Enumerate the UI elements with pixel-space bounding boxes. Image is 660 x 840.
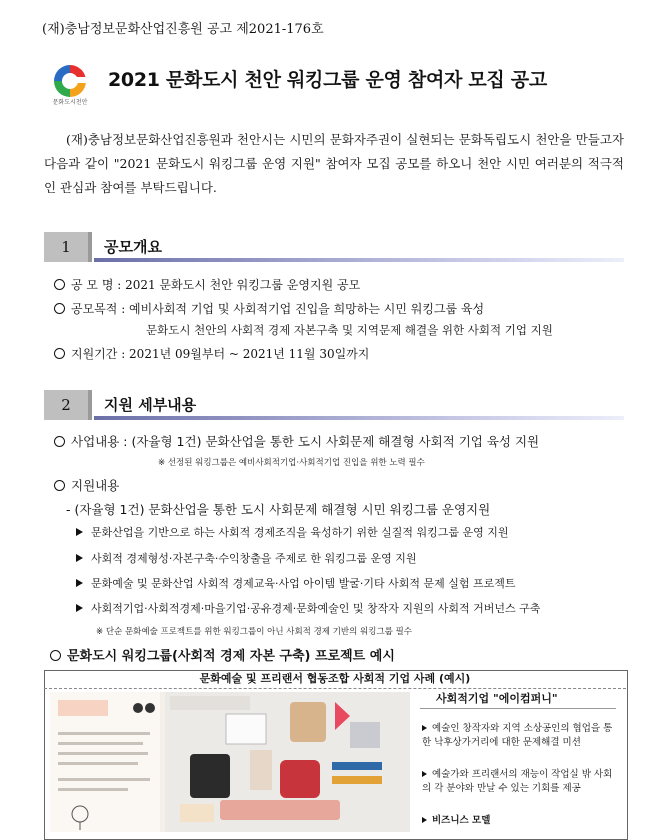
section-1-number: 1 (44, 232, 92, 262)
support-bullet-2: 사회적 경제형성·자본구축·수익창출을 주제로 한 워킹그룹 운영 지원 (76, 550, 417, 566)
section-1-title: 공모개요 (104, 238, 162, 256)
circle-bullet-icon (54, 279, 65, 290)
support-bullet-1: 문화산업을 기반으로 하는 사회적 경제조직을 육성하기 위한 실질적 워킹그룹 운영 지원 (76, 524, 509, 540)
triangle-bullet-icon (422, 817, 427, 823)
triangle-bullet-icon (76, 579, 83, 587)
support-content-row: 지원내용 (54, 476, 119, 494)
case-point-1: 예술인 창작자와 지역 소상공인의 협업을 통한 낙후상가거리에 대한 문제해결 미션 (422, 723, 613, 748)
circle-bullet-icon (54, 303, 65, 314)
logo-caption: 문화도시천안 (52, 99, 88, 106)
notice-number: (재)충남정보문화산업진흥원 공고 제2021-176호 (42, 22, 324, 37)
overview-item-purpose: 공모목적 : 예비사회적 기업 및 사회적기업 진입을 희망하는 시민 워킹그룹 육성 (54, 300, 484, 317)
section-1-divider (94, 258, 624, 262)
overview-item-name: 공 모 명 : 2021 문화도시 천안 워킹그룹 운영지원 공모 (54, 276, 360, 293)
triangle-bullet-icon (76, 528, 83, 536)
overview-item-period: 지원기간 : 2021년 09월부터 ~ 2021년 11월 30일까지 (54, 345, 369, 362)
section-2-divider (94, 416, 624, 420)
triangle-bullet-icon (76, 604, 83, 612)
circle-bullet-icon (54, 436, 65, 447)
case-example-photo (50, 692, 410, 832)
support-bullet-4: 사회적기업·사회적경제·마을기업·공유경제·문화예술인 및 창작자 지원의 사회적 거버넌스 구축 (76, 600, 540, 616)
case-example-header: 문화예술 및 프리랜서 협동조합 사회적 기업 사례 (예시) (44, 670, 626, 689)
section-2-title: 지원 세부내용 (104, 396, 197, 414)
overview-item-purpose-line2: 문화도시 천안의 사회적 경제 자본구축 및 지역문제 해결을 위한 사회적 기업 지원 (146, 323, 553, 337)
support-bullet-3: 문화예술 및 문화산업 사회적 경제교육·사업 아이템 발굴·기타 사회적 문제 실험 프로젝트 (76, 575, 516, 591)
case-company-divider (420, 708, 616, 709)
page-title: 2021 문화도시 천안 워킹그룹 운영 참여자 모집 공고 (108, 69, 547, 91)
intro-paragraph: (재)충남정보문화산업진흥원과 천안시는 시민의 문화자주권이 실현되는 문화독립도시 천안을 만들고자 다음과 같이 "2021 문화도시 워킹그룹 운영 지원" 참여자 모집 공모를 하오니 천안 시민 여러분의 적극적인 관심과 참여를 부탁드립니다. (44, 132, 624, 195)
project-note: ※ 선정된 워킹그룹은 예비사회적기업·사회적기업 진입을 위한 노력 필수 (158, 458, 425, 468)
support-subtitle: - (자율형 1건) 문화산업을 통한 도시 사회문제 해결형 시민 워킹그룹 운영지원 (66, 502, 491, 517)
section-2-number: 2 (44, 390, 92, 420)
circle-bullet-icon (50, 650, 61, 661)
example-title: 문화도시 워킹그룹(사회적 경제 자본 구축) 프로젝트 예시 (50, 645, 395, 664)
support-note: ※ 단순 문화예술 프로젝트를 위한 워킹그룹이 아닌 사회적 경제 기반의 워킹그룹 필수 (96, 627, 413, 637)
case-point-2: 예술가와 프리랜서의 재능이 작업실 밖 사회의 각 분야와 만날 수 있는 기회를 제공 (422, 769, 613, 794)
circle-bullet-icon (54, 348, 65, 359)
product-collage-icon (50, 692, 410, 832)
circle-bullet-icon (54, 480, 65, 491)
triangle-bullet-icon (422, 771, 427, 777)
triangle-bullet-icon (422, 725, 427, 731)
triangle-bullet-icon (76, 554, 83, 562)
project-content-row: 사업내용 : (자율형 1건) 문화산업을 통한 도시 사회문제 해결형 사회적 기업 육성 지원 (54, 432, 539, 450)
case-company-title: 사회적기업 "에이컴퍼니" (436, 692, 558, 705)
case-point-3: 비즈니스 모델 (422, 814, 618, 828)
